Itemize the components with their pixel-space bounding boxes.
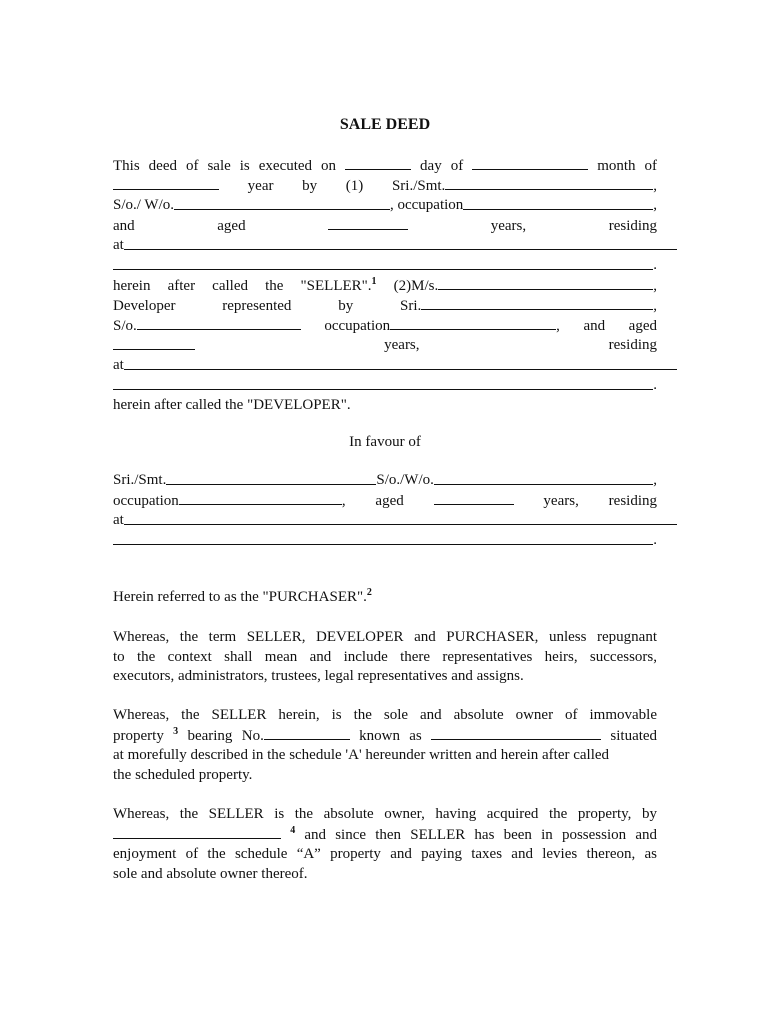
seller-address-blank[interactable] [124, 235, 677, 250]
purchaser-residing-label: residing [608, 493, 657, 509]
purchaser-referred-text: Herein referred to as the "PURCHASER". [113, 589, 367, 605]
document-title: SALE DEED [339, 116, 431, 133]
seller-at-label: at [113, 237, 124, 253]
bearing-no-label: bearing No. [187, 728, 264, 744]
seller-occupation-label: , occupation [389, 197, 464, 213]
purchaser-referred-line [113, 587, 657, 607]
acquisition-paragraph-line: enjoyment of the schedule “A” property and paying taxes and levies thereon, as [113, 846, 657, 862]
developer-occupation-blank[interactable] [390, 315, 556, 330]
represented-text: represented [222, 298, 292, 314]
developer-rep-title: Sri. [400, 298, 422, 314]
seller-title-text: Sri./Smt. [391, 178, 446, 194]
developer-text: Developer [113, 298, 176, 314]
month-of-text: month of [597, 158, 658, 174]
developer-firm-blank[interactable] [438, 275, 653, 290]
purchaser-aged-label: aged [375, 493, 404, 509]
seller-called-text: herein after called the "SELLER". [113, 278, 372, 294]
developer-firm-label: (2)M/s. [393, 278, 439, 294]
purchaser-years-text: years, [543, 493, 579, 509]
footnote-1-marker: 1 [371, 276, 377, 287]
developer-age-line [113, 335, 657, 355]
developer-aged-label: , and aged [556, 318, 657, 334]
developer-parent-blank[interactable] [137, 315, 301, 330]
seller-occupation-blank[interactable] [463, 195, 653, 210]
purchaser-name-blank[interactable] [166, 470, 376, 485]
purchaser-address-blank-2[interactable] [113, 530, 653, 545]
developer-address-blank-2[interactable] [113, 375, 653, 390]
acquisition-method-blank[interactable] [113, 824, 281, 839]
acquisition-paragraph-line: Whereas, the SELLER is the absolute owner, having acquired the property, by [113, 806, 657, 822]
seller-age-line [113, 215, 657, 235]
seller-address-line [113, 235, 677, 255]
developer-parent-label: S/o. [113, 318, 137, 334]
terms-paragraph-line: executors, administrators, trustees, legal representatives and assigns. [113, 668, 524, 684]
ownership-paragraph-line: at morefully described in the schedule 'A' hereunder written and herein after called [113, 747, 610, 763]
developer-address-line-2: . [113, 375, 657, 395]
acquisition-paragraph-line: sole and absolute owner thereof. [113, 866, 308, 882]
seller-address-blank-2[interactable] [113, 255, 653, 270]
in-favour-heading: In favour of [349, 434, 421, 450]
seller-parent-label: S/o./ W/o. [113, 197, 174, 213]
party-one-number: (1) [345, 178, 364, 194]
property-number-blank[interactable] [264, 725, 350, 740]
by-text-2: by [338, 298, 354, 314]
seller-residing-label: residing [608, 218, 658, 234]
execution-year-blank[interactable] [113, 175, 219, 190]
developer-address-line [113, 355, 677, 375]
execution-day-blank[interactable] [345, 155, 411, 170]
footnote-4-marker: 4 [290, 825, 296, 836]
purchaser-address-blank[interactable] [124, 510, 677, 525]
and-text: and [113, 218, 135, 234]
purchaser-address-line [113, 510, 677, 530]
purchaser-name-line: Sri./Smt. S/o./W/o. , [113, 472, 657, 488]
developer-rep-name-blank[interactable] [421, 295, 653, 310]
developer-called-text: herein after called the "DEVELOPER". [113, 397, 351, 413]
purchaser-age-line [113, 490, 657, 510]
purchaser-occupation-label: occupation [113, 493, 179, 509]
seller-parent-blank[interactable] [174, 195, 390, 210]
developer-parent-line [113, 315, 657, 335]
by-text: by [302, 178, 318, 194]
acquisition-method-line [113, 824, 657, 844]
possession-text: and since then SELLER has been in possession and [304, 827, 657, 843]
execution-month-blank[interactable] [472, 155, 588, 170]
seller-parent-line: S/o./ W/o. , occupation , [113, 197, 657, 213]
developer-address-blank[interactable] [124, 355, 677, 370]
purchaser-parent-blank[interactable] [434, 470, 653, 485]
footnote-2-marker: 2 [366, 587, 372, 598]
seller-name-blank[interactable] [445, 175, 653, 190]
seller-called-line: herein after called the "SELLER".$^1$ (2)M/s. , [113, 276, 658, 294]
developer-at-label: at [113, 357, 124, 373]
terms-paragraph-line: Whereas, the term SELLER, DEVELOPER and PURCHASER, unless repugnant [113, 629, 657, 645]
year-text: year [247, 178, 274, 194]
comma-text: , [341, 493, 346, 509]
property-name-blank[interactable] [431, 725, 601, 740]
ownership-paragraph-line: Whereas, the SELLER herein, is the sole and absolute owner of immovable [113, 707, 657, 723]
ownership-paragraph-line: the scheduled property. [113, 767, 253, 783]
purchaser-title-text: Sri./Smt. [113, 472, 167, 488]
terms-paragraph-line: to the context shall mean and include there representatives heirs, successors, [113, 649, 657, 665]
developer-age-blank[interactable] [113, 335, 195, 350]
year-line: year by (1) Sri./Smt. , [113, 175, 657, 195]
purchaser-parent-label: S/o./W/o. [376, 472, 434, 488]
developer-residing-label: residing [608, 337, 657, 353]
property-text: property [113, 728, 164, 744]
day-of-text: day of [420, 158, 464, 174]
purchaser-age-blank[interactable] [434, 490, 514, 505]
property-number-line [113, 725, 657, 745]
seller-aged-label: aged [217, 218, 246, 234]
known-as-label: known as [359, 728, 422, 744]
purchaser-address-line-2: . [113, 530, 657, 550]
seller-address-line-2: . [113, 255, 657, 275]
seller-years-text: years, [490, 218, 527, 234]
developer-years-text: years, [384, 337, 420, 353]
situated-text: situated [610, 728, 658, 744]
execution-date-line [113, 155, 657, 175]
purchaser-occupation-blank[interactable] [179, 490, 342, 505]
purchaser-at-label: at [113, 512, 124, 528]
footnote-3-marker: 3 [173, 726, 179, 737]
developer-rep-line: Developer represented by Sri. , [113, 295, 657, 315]
seller-age-blank[interactable] [328, 215, 408, 230]
execution-text: This deed of sale is executed on [113, 158, 337, 174]
developer-occupation-label: occupation [324, 318, 391, 334]
